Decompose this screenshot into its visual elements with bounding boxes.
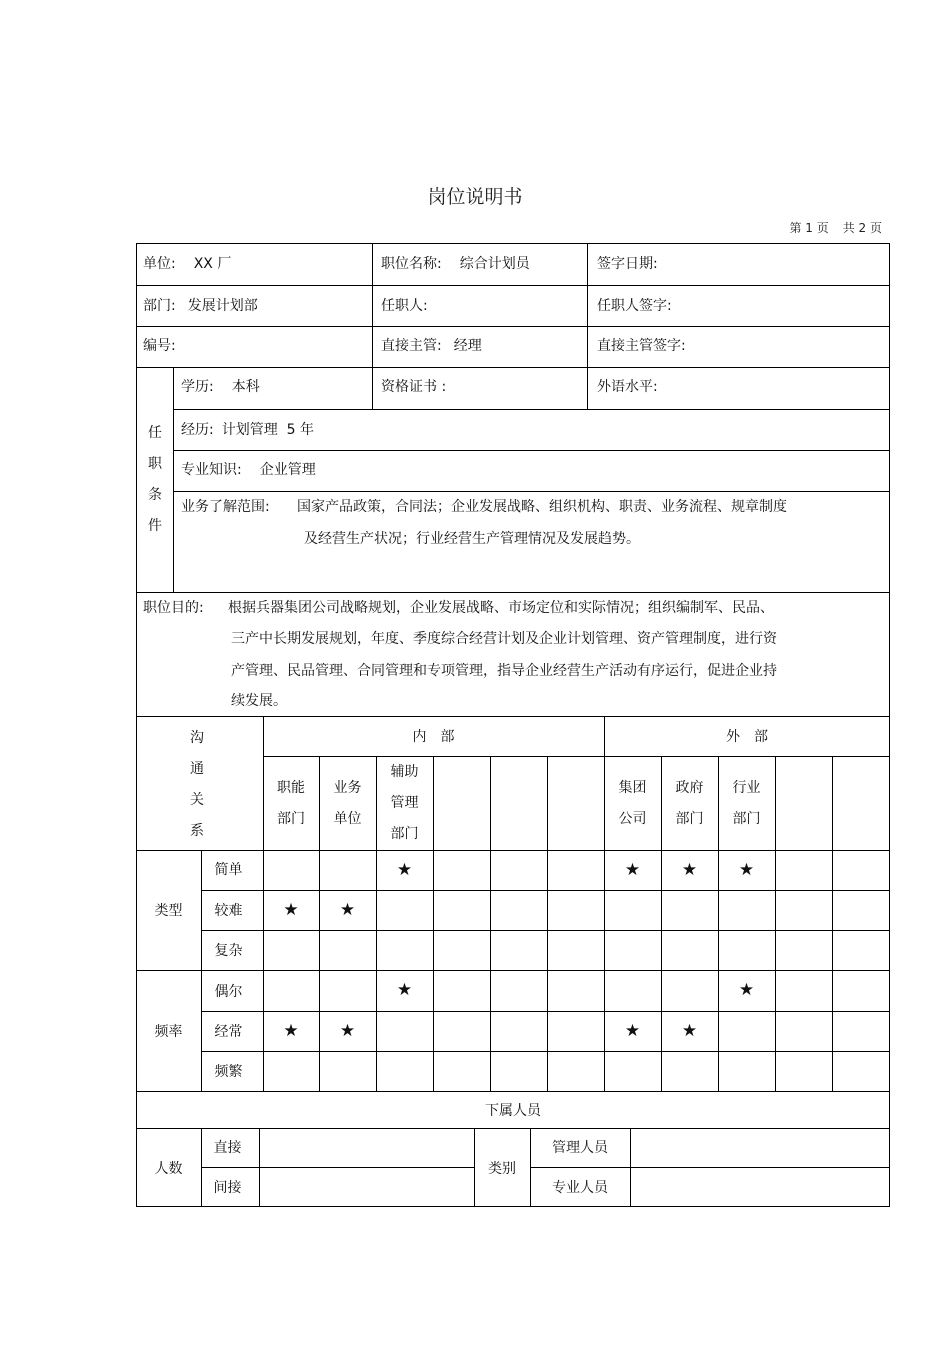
scope-text-line1: 国家产品政策，合同法；企业发展战略、组织机构、职责、业务流程、规章制度 — [297, 499, 787, 515]
supervisor-sign-label: 直接主管签字: — [597, 338, 686, 354]
knowledge-value: 企业管理 — [259, 462, 316, 478]
col-line — [319, 756, 320, 1091]
internal-header: 内 部 — [412, 729, 455, 745]
knowledge-label: 专业知识: — [181, 462, 242, 478]
dept-field — [143, 297, 258, 315]
experience-value: 计划管理 5 年 — [221, 422, 314, 438]
purpose-line2: 三产中长期发展规划，年度、季度综合经营计划及企业计划管理、资产管理制度，进行资 — [231, 631, 777, 647]
row-line — [136, 326, 890, 327]
communication-side-char: 关 — [190, 792, 204, 808]
col-line — [372, 243, 373, 410]
knowledge-field — [181, 461, 316, 479]
row-line — [136, 285, 890, 286]
col-line — [775, 756, 776, 1091]
type-row-label: 较难 — [214, 903, 243, 919]
direct-label: 直接 — [213, 1140, 242, 1156]
col-line — [630, 1128, 631, 1207]
experience-field — [181, 421, 314, 439]
star-mark: ★ — [339, 900, 356, 920]
star-mark: ★ — [283, 1021, 299, 1041]
row-line — [136, 592, 890, 593]
code-label: 编号: — [143, 338, 176, 354]
col-line — [259, 1128, 260, 1207]
communication-column-header-text: 政府 — [675, 780, 704, 796]
star-mark: ★ — [681, 860, 698, 880]
row-line — [173, 409, 890, 410]
frequency-row-label: 偶尔 — [214, 984, 243, 1000]
col-line — [604, 716, 605, 1091]
star-mark: ★ — [681, 1021, 698, 1041]
certificate-label: 资格证书 : — [381, 379, 447, 395]
row-line — [201, 1011, 890, 1012]
qualifications-side-char: 条 — [148, 487, 162, 503]
col-line — [587, 243, 588, 410]
headcount-label: 人数 — [154, 1161, 183, 1177]
unit-field — [143, 255, 231, 273]
page-total: 共 2 页 — [842, 221, 882, 235]
communication-column-header-text: 集团 — [618, 780, 647, 796]
star-mark: ★ — [738, 980, 755, 1000]
row-line — [530, 1167, 890, 1168]
communication-column-header-text: 单位 — [333, 811, 362, 827]
education-value: 本科 — [231, 379, 260, 395]
incumbent-label: 任职人: — [381, 298, 428, 314]
qualifications-side-char: 件 — [148, 518, 162, 534]
row-line — [136, 1091, 890, 1092]
communication-side-char: 沟 — [190, 730, 204, 746]
star-mark: ★ — [738, 860, 755, 880]
col-line — [661, 756, 662, 1091]
star-mark: ★ — [339, 1021, 356, 1041]
qualifications-side-char: 任 — [148, 425, 162, 441]
incumbent-sign-label: 任职人签字: — [597, 298, 672, 314]
frequency-row-label: 频繁 — [214, 1064, 243, 1080]
communication-column-header-text: 职能 — [277, 780, 305, 796]
frequency-row-label: 经常 — [214, 1024, 243, 1040]
page-number — [775, 219, 882, 236]
unit-value: XX 厂 — [193, 256, 232, 272]
row-line — [173, 450, 890, 451]
purpose-line1: 根据兵器集团公司战略规划，企业发展战略、市场定位和实际情况；组织编制军、民品、 — [228, 600, 774, 616]
management-staff-label: 管理人员 — [552, 1140, 608, 1156]
col-line — [718, 756, 719, 1091]
page-current: 第 1 页 — [789, 221, 829, 235]
scope-label: 业务了解范围: — [181, 499, 270, 515]
row-line — [201, 1051, 890, 1052]
row-line — [201, 890, 890, 891]
communication-column-header-text: 业务 — [333, 780, 362, 796]
communication-column-header-text: 行业 — [732, 780, 761, 796]
category-label: 类别 — [488, 1161, 516, 1177]
type-group-label: 类型 — [154, 903, 183, 919]
professional-staff-label: 专业人员 — [552, 1180, 608, 1196]
purpose-line3: 产管理、民品管理、合同管理和专项管理，指导企业经营生产活动有序运行，促进企业持 — [231, 663, 777, 679]
col-line — [547, 756, 548, 1091]
page-title: 岗位说明书 — [427, 186, 523, 208]
communication-column-header-text: 辅助 — [390, 764, 419, 780]
indirect-label: 间接 — [213, 1180, 242, 1196]
type-row-label: 复杂 — [214, 943, 243, 959]
star-mark: ★ — [624, 1021, 641, 1041]
row-line — [136, 716, 890, 717]
row-line — [263, 756, 890, 757]
communication-column-header-text: 管理 — [390, 795, 419, 811]
position-field — [381, 255, 530, 273]
communication-column-header-text: 公司 — [618, 811, 647, 827]
supervisor-value: 经理 — [453, 338, 482, 354]
col-line — [173, 367, 174, 592]
language-label: 外语水平: — [597, 379, 658, 395]
row-line — [173, 491, 890, 492]
purpose-line4: 续发展。 — [231, 693, 287, 709]
unit-label: 单位: — [143, 256, 176, 272]
sign-date-label: 签字日期: — [597, 256, 658, 272]
row-line — [201, 1167, 474, 1168]
scope-text-line2: 及经营生产状况；行业经营生产管理情况及发展趋势。 — [304, 531, 640, 547]
row-line — [136, 367, 890, 368]
row-line — [136, 850, 890, 851]
communication-column-header-text: 部门 — [732, 811, 761, 827]
row-line — [136, 970, 890, 971]
frequency-group-label: 频率 — [154, 1024, 183, 1040]
star-mark: ★ — [396, 980, 413, 1000]
education-field — [181, 378, 260, 396]
dept-value: 发展计划部 — [187, 298, 258, 314]
communication-side-char: 系 — [190, 823, 204, 839]
dept-label: 部门: — [143, 298, 176, 314]
communication-side-char: 通 — [190, 761, 204, 777]
col-line — [201, 850, 202, 1091]
star-mark: ★ — [283, 900, 299, 920]
subordinates-header: 下属人员 — [485, 1103, 541, 1119]
communication-column-header-text: 部门 — [675, 811, 704, 827]
position-value: 综合计划员 — [459, 256, 530, 272]
education-label: 学历: — [181, 379, 214, 395]
qualifications-side-char: 职 — [148, 456, 162, 472]
supervisor-label: 直接主管: — [381, 338, 442, 354]
row-line — [136, 1128, 890, 1129]
purpose-label: 职位目的: — [143, 600, 204, 616]
col-line — [490, 756, 491, 1091]
external-header: 外 部 — [726, 729, 768, 745]
star-mark: ★ — [396, 860, 413, 880]
col-line — [832, 756, 833, 1091]
experience-label: 经历: — [181, 422, 214, 438]
communication-column-header-text: 部门 — [277, 811, 305, 827]
supervisor-field — [381, 337, 482, 355]
col-line — [263, 716, 264, 1091]
row-line — [201, 930, 890, 931]
position-label: 职位名称: — [381, 256, 442, 272]
col-line — [433, 756, 434, 1091]
star-mark: ★ — [624, 860, 641, 880]
communication-column-header-text: 部门 — [390, 826, 419, 842]
type-row-label: 简单 — [214, 862, 243, 878]
